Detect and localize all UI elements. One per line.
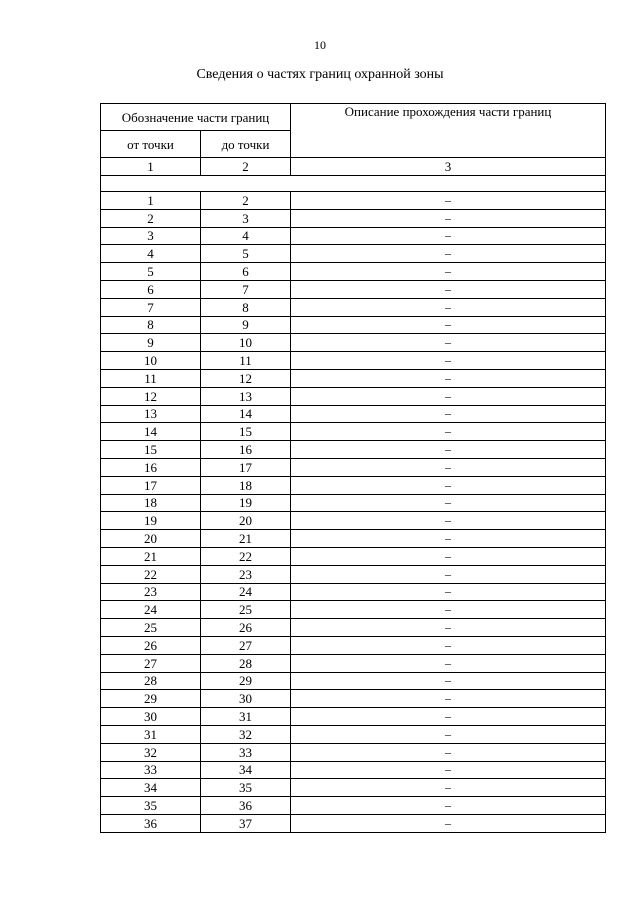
cell-to-point: 27 [201, 636, 291, 654]
cell-description: – [291, 619, 606, 637]
cell-from-point: 16 [101, 458, 201, 476]
cell-from-point: 34 [101, 779, 201, 797]
cell-from-point: 27 [101, 654, 201, 672]
cell-to-point: 12 [201, 369, 291, 387]
cell-to-point: 19 [201, 494, 291, 512]
cell-from-point: 2 [101, 209, 201, 227]
table-row [101, 583, 606, 601]
table-row [101, 369, 606, 387]
table-row [101, 690, 606, 708]
table-row [101, 725, 606, 743]
header-to-point: до точки [201, 131, 291, 158]
table-row [101, 209, 606, 227]
table-row [101, 494, 606, 512]
cell-description: – [291, 494, 606, 512]
cell-description: – [291, 476, 606, 494]
cell-description: – [291, 530, 606, 548]
cell-to-point: 37 [201, 814, 291, 832]
cell-to-point: 2 [201, 192, 291, 210]
cell-from-point: 21 [101, 547, 201, 565]
cell-description: – [291, 725, 606, 743]
table-row [101, 743, 606, 761]
cell-to-point: 21 [201, 530, 291, 548]
cell-to-point: 18 [201, 476, 291, 494]
cell-to-point: 36 [201, 797, 291, 815]
cell-description: – [291, 316, 606, 334]
cell-from-point: 33 [101, 761, 201, 779]
cell-from-point: 6 [101, 280, 201, 298]
cell-description: – [291, 334, 606, 352]
cell-to-point: 29 [201, 672, 291, 690]
cell-from-point: 20 [101, 530, 201, 548]
cell-description: – [291, 458, 606, 476]
column-number-2: 2 [201, 158, 291, 176]
cell-description: – [291, 547, 606, 565]
cell-from-point: 9 [101, 334, 201, 352]
cell-description: – [291, 583, 606, 601]
cell-from-point: 18 [101, 494, 201, 512]
table-row [101, 636, 606, 654]
separator-cell [101, 176, 606, 192]
table-row [101, 458, 606, 476]
table-row [101, 316, 606, 334]
cell-description: – [291, 814, 606, 832]
cell-to-point: 32 [201, 725, 291, 743]
cell-from-point: 10 [101, 352, 201, 370]
cell-to-point: 3 [201, 209, 291, 227]
cell-description: – [291, 280, 606, 298]
table-row [101, 779, 606, 797]
cell-from-point: 22 [101, 565, 201, 583]
cell-to-point: 5 [201, 245, 291, 263]
table-row [101, 512, 606, 530]
header-from-point: от точки [101, 131, 201, 158]
cell-description: – [291, 352, 606, 370]
cell-description: – [291, 369, 606, 387]
cell-from-point: 24 [101, 601, 201, 619]
cell-to-point: 14 [201, 405, 291, 423]
page-title: Сведения о частях границ охранной зоны [196, 67, 444, 82]
cell-from-point: 17 [101, 476, 201, 494]
table-row [101, 814, 606, 832]
table-separator-row [101, 176, 606, 192]
cell-from-point: 26 [101, 636, 201, 654]
cell-from-point: 30 [101, 708, 201, 726]
table-row [101, 263, 606, 281]
cell-from-point: 14 [101, 423, 201, 441]
table-row [101, 280, 606, 298]
cell-description: – [291, 423, 606, 441]
cell-from-point: 28 [101, 672, 201, 690]
cell-to-point: 17 [201, 458, 291, 476]
cell-description: – [291, 743, 606, 761]
cell-to-point: 4 [201, 227, 291, 245]
table-row [101, 298, 606, 316]
cell-description: – [291, 405, 606, 423]
cell-description: – [291, 387, 606, 405]
cell-description: – [291, 636, 606, 654]
column-number-1: 1 [101, 158, 201, 176]
cell-from-point: 3 [101, 227, 201, 245]
cell-description: – [291, 708, 606, 726]
cell-description: – [291, 601, 606, 619]
table-row [101, 192, 606, 210]
cell-description: – [291, 245, 606, 263]
cell-description: – [291, 441, 606, 459]
cell-from-point: 11 [101, 369, 201, 387]
table-row [101, 654, 606, 672]
table-row [101, 619, 606, 637]
cell-from-point: 13 [101, 405, 201, 423]
cell-from-point: 5 [101, 263, 201, 281]
cell-to-point: 15 [201, 423, 291, 441]
table-row [101, 423, 606, 441]
table-row [101, 530, 606, 548]
column-number-3: 3 [291, 158, 606, 176]
table-row [101, 761, 606, 779]
boundary-parts-table [100, 103, 606, 833]
cell-to-point: 13 [201, 387, 291, 405]
table-row [101, 227, 606, 245]
table-row [101, 547, 606, 565]
cell-from-point: 31 [101, 725, 201, 743]
cell-description: – [291, 690, 606, 708]
cell-to-point: 23 [201, 565, 291, 583]
cell-from-point: 4 [101, 245, 201, 263]
cell-to-point: 9 [201, 316, 291, 334]
cell-from-point: 32 [101, 743, 201, 761]
cell-to-point: 7 [201, 280, 291, 298]
table-row [101, 797, 606, 815]
cell-to-point: 6 [201, 263, 291, 281]
table-row [101, 476, 606, 494]
cell-description: – [291, 565, 606, 583]
table-body [101, 192, 606, 833]
cell-to-point: 30 [201, 690, 291, 708]
cell-to-point: 16 [201, 441, 291, 459]
cell-to-point: 20 [201, 512, 291, 530]
cell-description: – [291, 797, 606, 815]
cell-description: – [291, 779, 606, 797]
table-row [101, 387, 606, 405]
cell-to-point: 10 [201, 334, 291, 352]
cell-to-point: 25 [201, 601, 291, 619]
table-row [101, 245, 606, 263]
cell-from-point: 25 [101, 619, 201, 637]
cell-from-point: 8 [101, 316, 201, 334]
cell-description: – [291, 654, 606, 672]
cell-description: – [291, 227, 606, 245]
table-row [101, 708, 606, 726]
cell-description: – [291, 298, 606, 316]
cell-from-point: 19 [101, 512, 201, 530]
table-row [101, 601, 606, 619]
cell-from-point: 29 [101, 690, 201, 708]
header-boundary-designation: Обозначение части границ [101, 104, 291, 131]
cell-from-point: 35 [101, 797, 201, 815]
cell-from-point: 7 [101, 298, 201, 316]
cell-description: – [291, 512, 606, 530]
cell-to-point: 34 [201, 761, 291, 779]
table-row [101, 334, 606, 352]
cell-from-point: 36 [101, 814, 201, 832]
page-number: 10 [314, 38, 326, 52]
cell-description: – [291, 263, 606, 281]
cell-to-point: 31 [201, 708, 291, 726]
cell-description: – [291, 672, 606, 690]
cell-to-point: 8 [201, 298, 291, 316]
table-row [101, 441, 606, 459]
cell-description: – [291, 192, 606, 210]
cell-from-point: 15 [101, 441, 201, 459]
cell-from-point: 23 [101, 583, 201, 601]
cell-description: – [291, 209, 606, 227]
table-row [101, 565, 606, 583]
cell-to-point: 11 [201, 352, 291, 370]
cell-to-point: 28 [201, 654, 291, 672]
cell-to-point: 26 [201, 619, 291, 637]
cell-description: – [291, 761, 606, 779]
cell-to-point: 33 [201, 743, 291, 761]
cell-from-point: 12 [101, 387, 201, 405]
table-row [101, 405, 606, 423]
header-description: Описание прохождения части границ [291, 104, 606, 158]
cell-to-point: 35 [201, 779, 291, 797]
cell-to-point: 24 [201, 583, 291, 601]
table-row [101, 672, 606, 690]
cell-from-point: 1 [101, 192, 201, 210]
table-row [101, 352, 606, 370]
cell-to-point: 22 [201, 547, 291, 565]
